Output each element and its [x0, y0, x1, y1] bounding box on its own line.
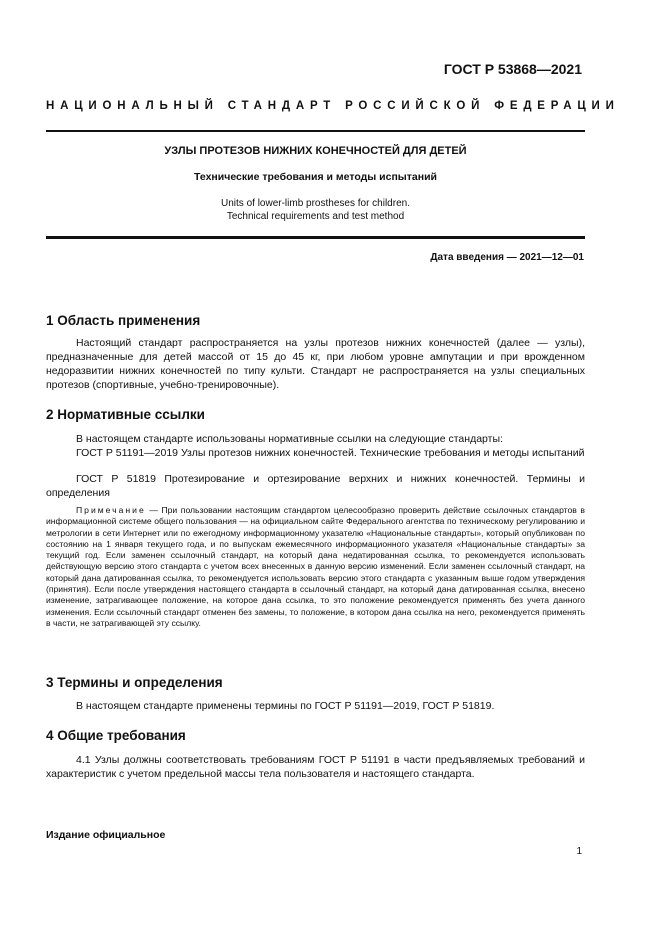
reference-1: ГОСТ Р 51191—2019 Узлы протезов нижних конечностей. Технические требования и методы испытаний	[76, 447, 585, 459]
section-1-heading: 1 Область применения	[46, 313, 201, 328]
section-4-heading: 4 Общие требования	[46, 728, 186, 743]
document-title: УЗЛЫ ПРОТЕЗОВ НИЖНИХ КОНЕЧНОСТЕЙ ДЛЯ ДЕТЕЙ	[164, 145, 467, 157]
english-title-line-1: Units of lower-limb prostheses for children.	[221, 198, 410, 209]
note-label: Примечание	[76, 505, 146, 515]
document-subtitle: Технические требования и методы испытаний	[194, 171, 437, 183]
national-standard-heading: НАЦИОНАЛЬНЫЙ СТАНДАРТ РОССИЙСКОЙ ФЕДЕРАЦИИ	[46, 100, 620, 112]
section-2-note	[46, 505, 585, 629]
title-divider	[46, 236, 585, 239]
introduction-date: Дата введения — 2021—12—01	[430, 252, 584, 263]
section-1-text: Настоящий стандарт распространяется на узлы протезов нижних конечностей (далее — узлы), предназначенные для детей массой от 15 до 45 кг, при любом уровне ампутации и при врожденном недоразвитии нижних конечностей по типу культи. Стандарт не распространяется на узлы специальных протезов (спортивные, учебно-тренировочные).	[46, 337, 585, 391]
official-edition-label: Издание официальное	[46, 829, 166, 841]
section-3-heading: 3 Термины и определения	[46, 675, 223, 690]
section-2-intro: В настоящем стандарте использованы нормативные ссылки на следующие стандарты:	[76, 433, 503, 445]
section-3-text: В настоящем стандарте применены термины по ГОСТ Р 51191—2019, ГОСТ Р 51819.	[76, 700, 495, 712]
header-divider	[46, 130, 585, 132]
english-title	[46, 197, 585, 223]
section-2-heading: 2 Нормативные ссылки	[46, 407, 205, 422]
english-title-line-2: Technical requirements and test method	[226, 211, 405, 222]
reference-2: ГОСТ Р 51819 Протезирование и ортезирование верхних и нижних конечностей. Термины и определения	[46, 473, 585, 499]
document-number: ГОСТ Р 53868—2021	[443, 61, 582, 77]
section-4-text: 4.1 Узлы должны соответствовать требованиям ГОСТ Р 51191 в части предъявляемых требований и характеристик с учетом предельной массы тела пользователя и настоящего стандарта.	[46, 754, 585, 780]
page-number: 1	[576, 846, 582, 857]
note-text: — При пользовании настоящим стандартом целесообразно проверить действие ссылочных стандартов в информационной системе общего пользования — на официальном сайте Федерального агентства по техническому регулированию и метрологии в сети Интернет или по ежегодному информационному указателю «Национальные стандарты», который опубликован по состоянию на 1 января текущего года, и по выпускам ежемесячного информационного указателя «Национальные стандарты» за текущий год. Если заменен ссылочный стандарт, на который дана недатированная ссылка, то рекомендуется использовать действующую версию этого стандарта с учетом всех внесенных в данную версию изменений. Если заменен ссылочный стандарт, на который дана датированная ссылка, то рекомендуется использовать версию этого стандарта с указанным выше годом утверждения (принятия). Если после утверждения настоящего стандарта в ссылочный стандарт, на который дана датированная ссылка, внесено изменение, затрагивающее положение, на которое дана ссылка, то это положение рекомендуется применять без учета данного изменения. Если ссылочный стандарт отменен без замены, то положение, в котором дана ссылка на него, рекомендуется применять в части, не затрагивающей эту ссылку.	[46, 505, 585, 628]
